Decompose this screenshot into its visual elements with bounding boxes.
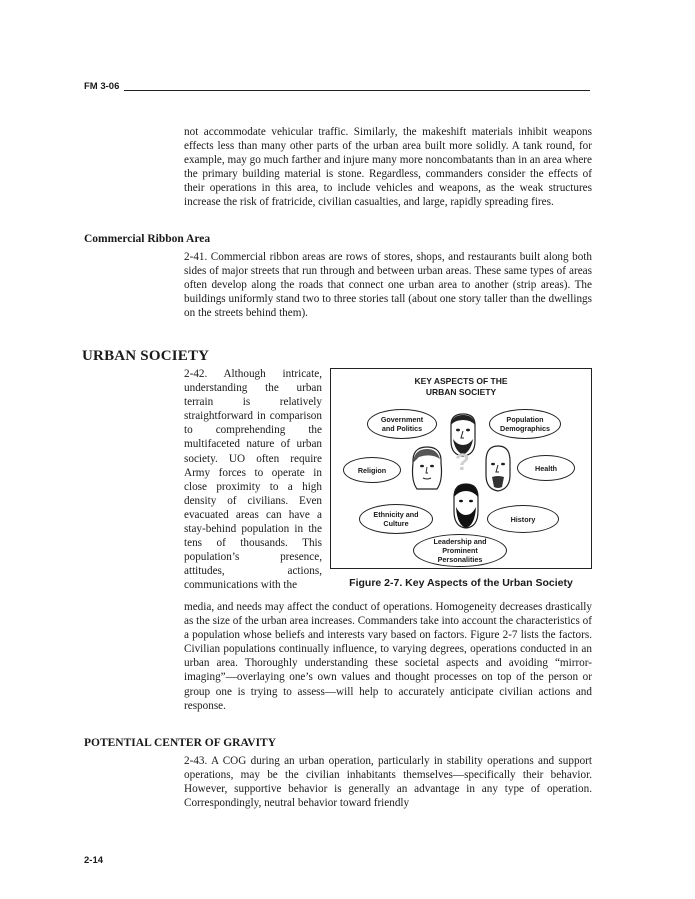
oval-history: History xyxy=(487,505,559,533)
heading-commercial-ribbon-area: Commercial Ribbon Area xyxy=(84,233,211,245)
running-header xyxy=(84,81,590,95)
question-mark: ? xyxy=(455,449,470,476)
oval-population-demographics: Population Demographics xyxy=(489,409,561,439)
manual-designation: FM 3-06 xyxy=(84,81,120,92)
oval-ethnicity-culture: Ethnicity and Culture xyxy=(359,504,433,534)
paragraph-2-41: 2-41. Commercial ribbon areas are rows of stores, shops, and restaurants built along both sides of major streets that run through and between urban areas. These same types of areas often develop along the roads that connect one urban area to another (strip areas). The buildings uniformly stand two to three stories tall (about one story taller than the dwellings on the streets behind them). xyxy=(184,251,592,320)
face-dark-bearded-man-icon xyxy=(447,481,485,531)
figure-title-line2: URBAN SOCIETY xyxy=(425,387,497,397)
face-woman-icon xyxy=(407,443,447,493)
paragraph-2-42-narrow: 2-42. Although intricate, understanding the urban terrain is relatively straightforward in comparison to comprehending the multifaceted nature of urban society. UO often require Army forces to operate in close proximity to a high density of civilians. Even evacuated areas can have a stay-behind population in the tens of thousands. This population’s presence, attitudes, actions, communications with the xyxy=(184,368,322,592)
header-rule xyxy=(124,90,590,91)
oval-health: Health xyxy=(517,455,575,481)
paragraph-2-43: 2-43. A COG during an urban operation, particularly in stability operations and support operations, may be the civilian inhabitants themselves—specifically their behavior. However, supportive behavior is generally an advantage in any type of operation. Correspondingly, neutral behavior toward friendly xyxy=(184,755,592,810)
oval-leadership-personalities: Leadership and Prominent Personalities xyxy=(413,534,507,567)
page-number: 2-14 xyxy=(84,855,104,866)
paragraph-2-42-wide: media, and needs may affect the conduct of operations. Homogeneity decreases drastically as the size of the urban area increases. Commanders take into account the characteristics of a population whose beliefs and interests vary based on factors. Figure 2-7 lists the factors. Civilian populations continually influence, to varying degrees, operations conducted in an urban area. Thoroughly understanding these societal aspects and avoiding “mirror-imaging”—overlaying one’s own values and thought processes on top of the person or group one is trying to assess—will help to accurately anticipate civilian actions and response. xyxy=(184,601,592,712)
oval-government-politics: Government and Politics xyxy=(367,409,437,439)
paragraph-continuation: not accommodate vehicular traffic. Similarly, the makeshift materials inhibit weapons effects less than many other parts of the urban area built more solidly. A tank round, for example, may go much farther and injure many more noncombatants than in an area where the primary building material is stone. Regardless, commanders consider the effects of their operations in this area, to include vehicles and weapons, as the weak structures increase the risk of fratricide, civilian casualties, and large, rapidly spreading fires. xyxy=(184,126,592,209)
heading-urban-society: URBAN SOCIETY xyxy=(82,348,210,364)
figure-title xyxy=(331,376,591,398)
oval-religion: Religion xyxy=(343,457,401,483)
figure-caption: Figure 2-7. Key Aspects of the Urban Society xyxy=(349,577,573,589)
heading-potential-center-of-gravity: POTENTIAL CENTER OF GRAVITY xyxy=(84,737,277,749)
figure-2-7 xyxy=(330,368,592,569)
figure-title-line1: KEY ASPECTS OF THE xyxy=(414,376,508,386)
